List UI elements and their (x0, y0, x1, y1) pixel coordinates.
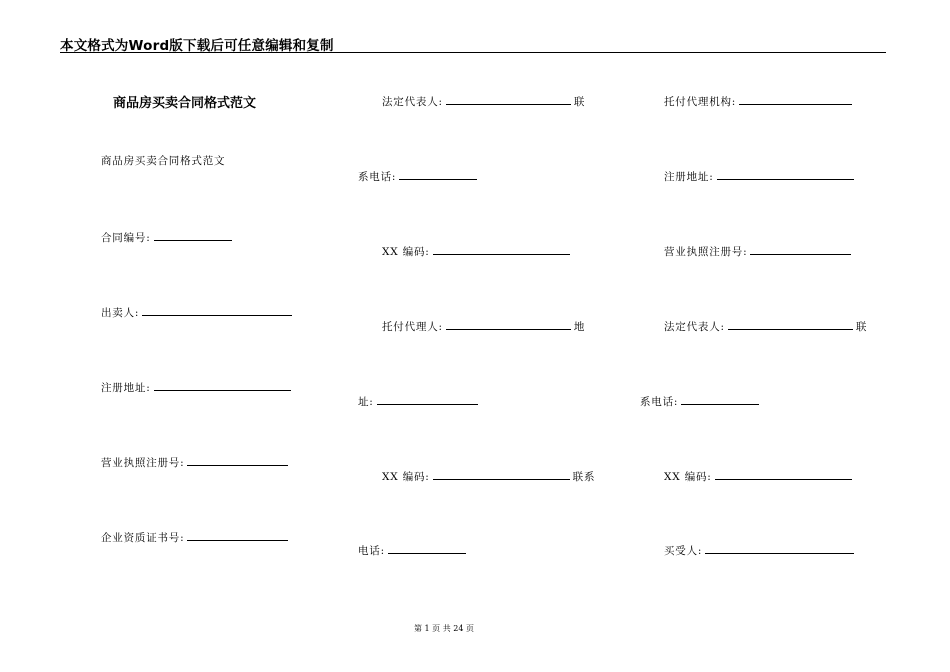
seller-agent-postcode-tail: 联系 (572, 471, 596, 483)
agency-reg-address-field (664, 168, 857, 184)
qualification-cert-blank (187, 529, 288, 541)
agency-legal-rep-blank (728, 318, 853, 330)
seller-field (101, 304, 295, 320)
agency-postcode-field (664, 468, 855, 484)
seller-agent-phone-label: 电话: (358, 545, 385, 557)
seller-agent-label: 托付代理人: (382, 321, 443, 333)
seller-agent-address-label: 址: (358, 396, 374, 408)
seller-phone-blank (399, 168, 477, 180)
page-header: 本文格式为Word版下载后可任意编辑和复制 (60, 38, 334, 54)
seller-blank (142, 304, 292, 316)
agency-postcode-blank (715, 468, 852, 480)
contract-subtitle (101, 154, 225, 168)
agency-label: 托付代理机构: (664, 96, 737, 108)
agency-reg-address-label: 注册地址: (664, 171, 714, 183)
seller-reg-address-field (101, 379, 294, 395)
agency-legal-rep-label: 法定代表人: (664, 321, 725, 333)
seller-business-license-field (101, 454, 291, 470)
seller-reg-address-label: 注册地址: (101, 382, 151, 394)
seller-postcode-field (382, 243, 573, 259)
agency-reg-address-blank (717, 168, 854, 180)
seller-agent-tail: 地 (573, 321, 586, 333)
agency-legal-rep-tail: 联 (855, 321, 868, 333)
seller-reg-address-blank (154, 379, 291, 391)
seller-agent-blank (446, 318, 571, 330)
seller-postcode-label: XX 编码: (382, 246, 430, 258)
header-divider (60, 52, 886, 53)
seller-legal-rep-blank (446, 93, 571, 105)
seller-label: 出卖人: (101, 307, 140, 319)
agency-phone-label: 系电话: (640, 396, 679, 408)
contract-number-blank (154, 229, 232, 241)
buyer-label: 买受人: (664, 545, 703, 557)
agency-business-license-label: 营业执照注册号: (664, 246, 748, 258)
seller-agent-phone-field (358, 542, 469, 558)
page-footer: 第 1 页 共 24 页 (414, 624, 474, 633)
contract-number-field (101, 229, 235, 245)
buyer-blank (705, 542, 854, 554)
seller-agent-address-field (358, 393, 481, 409)
seller-agent-address-blank (377, 393, 478, 405)
seller-postcode-blank (433, 243, 570, 255)
seller-legal-rep-label: 法定代表人: (382, 96, 443, 108)
agency-phone-field (640, 393, 762, 409)
seller-business-license-blank (187, 454, 288, 466)
agency-postcode-label: XX 编码: (664, 471, 712, 483)
seller-agent-field (382, 318, 585, 334)
agency-field (664, 93, 855, 109)
seller-legal-rep-tail: 联 (573, 96, 586, 108)
agency-business-license-blank (750, 243, 851, 255)
seller-agent-postcode-field (382, 468, 595, 484)
document-title: 商品房买卖合同格式范文 (113, 96, 257, 111)
seller-agent-postcode-label: XX 编码: (382, 471, 430, 483)
qualification-cert-field (101, 529, 291, 545)
seller-agent-phone-blank (388, 542, 466, 554)
seller-legal-rep-field (382, 93, 585, 109)
agency-phone-blank (681, 393, 759, 405)
buyer-field (664, 542, 857, 558)
agency-blank (739, 93, 852, 105)
seller-phone-label: 系电话: (358, 171, 397, 183)
seller-phone-field (358, 168, 480, 184)
subtitle-text: 商品房买卖合同格式范文 (101, 155, 226, 167)
qualification-cert-label: 企业资质证书号: (101, 532, 185, 544)
contract-number-label: 合同编号: (101, 232, 151, 244)
agency-legal-rep-field (664, 318, 867, 334)
seller-business-license-label: 营业执照注册号: (101, 457, 185, 469)
seller-agent-postcode-blank (433, 468, 570, 480)
agency-business-license-field (664, 243, 854, 259)
